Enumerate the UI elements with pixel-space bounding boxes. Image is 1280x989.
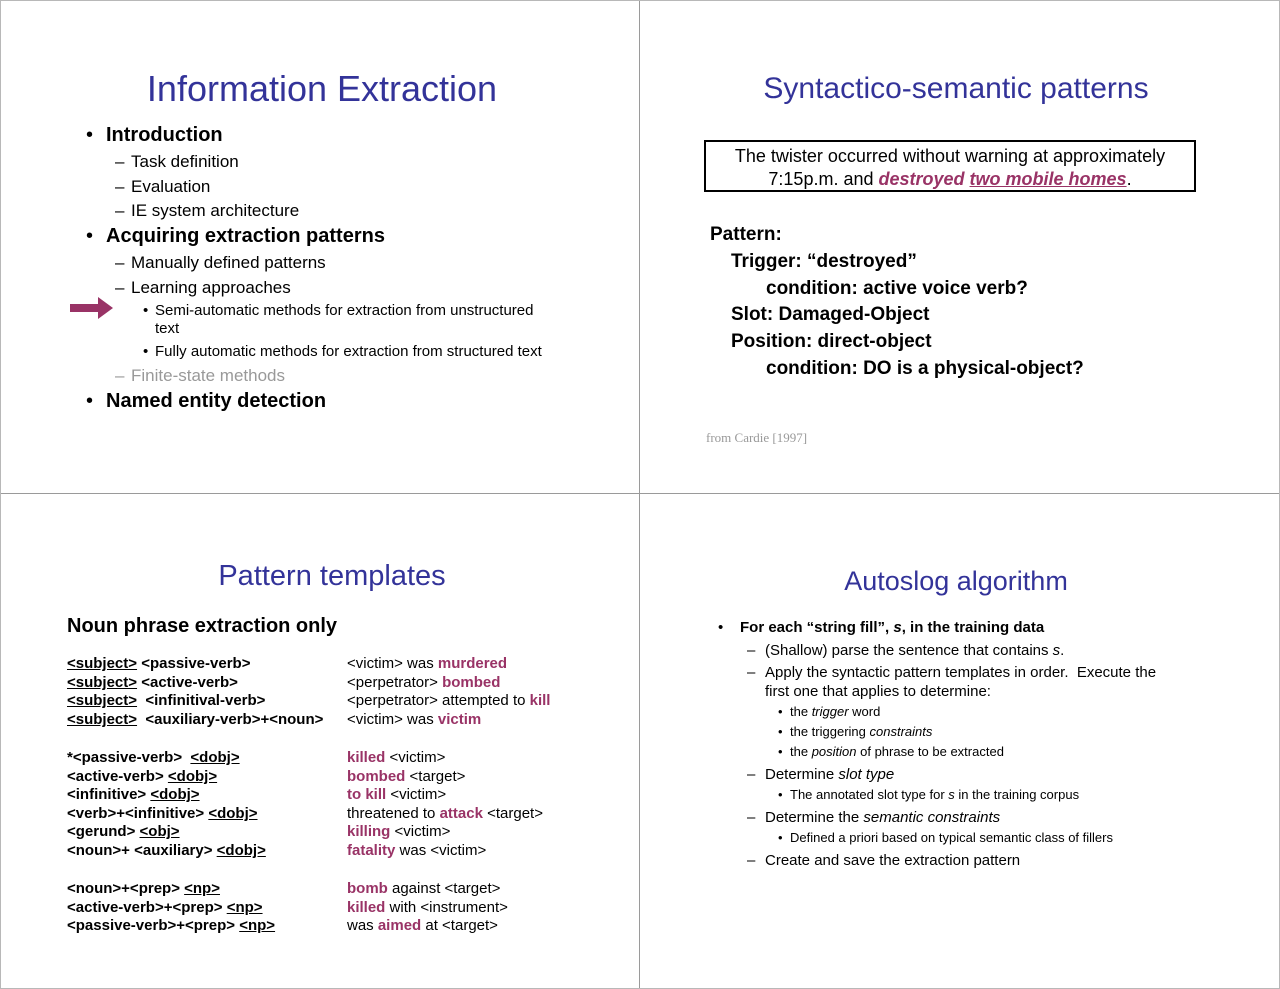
- template-left: <subject> <active-verb>: [67, 674, 238, 691]
- template-left: <verb>+<infinitive> <dobj>: [67, 805, 258, 822]
- horizontal-divider: [0, 493, 1280, 494]
- section-heading: Noun phrase extraction only: [67, 615, 338, 637]
- template-left: <noun>+ <auxiliary> <dobj>: [67, 842, 266, 859]
- template-left: <subject> <infinitival-verb>: [67, 692, 266, 709]
- slide-title: Pattern templates: [218, 560, 446, 592]
- slide-title: Information Extraction: [146, 68, 498, 109]
- step-semantic: – Determine the semantic constraints: [747, 809, 1001, 826]
- pattern-trigger: Trigger: “destroyed”: [731, 251, 917, 272]
- item-semi-automatic: • Semi-automatic methods for extraction from unstructured: [143, 302, 534, 319]
- item-ie-architecture: – IE system architecture: [115, 201, 300, 220]
- arrow-right-icon: [70, 297, 114, 319]
- template-right: bomb against <target>: [347, 880, 501, 897]
- step-apply: – Apply the syntactic pattern templates in order. Execute the: [747, 664, 1157, 681]
- template-right: to kill <victim>: [347, 786, 447, 803]
- pattern-condition-2: condition: DO is a physical-object?: [766, 358, 1084, 379]
- template-left: <active-verb>+<prep> <np>: [67, 899, 263, 916]
- slide-title: Autoslog algorithm: [844, 566, 1068, 596]
- template-left: <gerund> <obj>: [67, 823, 180, 840]
- slide-syntactico-semantic: [640, 0, 1280, 494]
- template-left: *<passive-verb> <dobj>: [67, 749, 240, 766]
- step-slot-type: – Determine slot type: [747, 766, 895, 783]
- item-task-definition: – Task definition: [115, 152, 239, 171]
- pattern-condition-1: condition: active voice verb?: [766, 278, 1028, 299]
- vertical-divider: [639, 0, 640, 989]
- pattern-position: Position: direct-object: [731, 331, 932, 352]
- item-semi-automatic-cont: text: [155, 320, 180, 337]
- template-left: <subject> <auxiliary-verb>+<noun>: [67, 711, 324, 728]
- substep-defined: • Defined a priori based on typical semantic class of fillers: [778, 830, 1113, 845]
- step-parse: – (Shallow) parse the sentence that contains s.: [747, 642, 1065, 659]
- template-right: bombed <target>: [347, 768, 466, 785]
- template-right: <victim> was victim: [347, 711, 482, 728]
- slide-pattern-templates: [0, 494, 640, 989]
- slide-autoslog: [640, 494, 1280, 989]
- substep-constraints: • the triggering constraints: [778, 724, 933, 739]
- item-evaluation: – Evaluation: [115, 177, 211, 196]
- substep-annotated: • The annotated slot type for s in the training corpus: [778, 787, 1080, 802]
- step-create: – Create and save the extraction pattern: [747, 852, 1021, 869]
- template-left: <passive-verb>+<prep> <np>: [67, 917, 276, 934]
- highlight-destroyed: destroyed: [878, 169, 965, 189]
- item-learning: – Learning approaches: [115, 278, 291, 297]
- sentence-line-1: The twister occurred without warning at approximately: [734, 146, 1166, 166]
- template-right: <perpetrator> attempted to kill: [347, 692, 551, 709]
- bullet-named-entity: • Named entity detection: [86, 390, 327, 412]
- template-right: threatened to attack <target>: [347, 805, 543, 822]
- step-apply-cont: first one that applies to determine:: [765, 683, 991, 700]
- bullet-introduction: • Introduction: [86, 124, 223, 146]
- pattern-label: Pattern:: [710, 224, 782, 245]
- template-left: <active-verb> <dobj>: [67, 768, 218, 785]
- substep-position: • the position of phrase to be extracted: [778, 744, 1004, 759]
- sentence-line-2: 7:15p.m. and destroyed two mobile homes.: [768, 169, 1132, 189]
- template-right: killed <victim>: [347, 749, 446, 766]
- template-left: <subject> <passive-verb>: [67, 655, 251, 672]
- item-manually: – Manually defined patterns: [115, 253, 326, 272]
- slide-information-extraction: [0, 0, 640, 494]
- item-fully-automatic: • Fully automatic methods for extraction from structured text: [143, 343, 542, 360]
- template-left: <noun>+<prep> <np>: [67, 880, 220, 897]
- template-right: was aimed at <target>: [347, 917, 498, 934]
- slide-title: Syntactico-semantic patterns: [763, 72, 1149, 105]
- item-finite-state: – Finite-state methods: [115, 366, 286, 385]
- bullet-for-each: • For each “string fill”, s, in the training data: [718, 619, 1045, 636]
- highlight-object: two mobile homes: [969, 169, 1127, 189]
- example-sentence-box: [704, 140, 1196, 192]
- template-right: killing <victim>: [347, 823, 451, 840]
- bullet-acquiring: • Acquiring extraction patterns: [86, 225, 385, 247]
- pattern-slot: Slot: Damaged-Object: [731, 304, 930, 325]
- substep-trigger: • the trigger word: [778, 704, 881, 719]
- template-right: killed with <instrument>: [347, 899, 508, 916]
- template-left: <infinitive> <dobj>: [67, 786, 200, 803]
- template-right: fatality was <victim>: [347, 842, 487, 859]
- template-right: <perpetrator> bombed: [347, 674, 501, 691]
- citation: from Cardie [1997]: [706, 430, 808, 445]
- template-right: <victim> was murdered: [347, 655, 508, 672]
